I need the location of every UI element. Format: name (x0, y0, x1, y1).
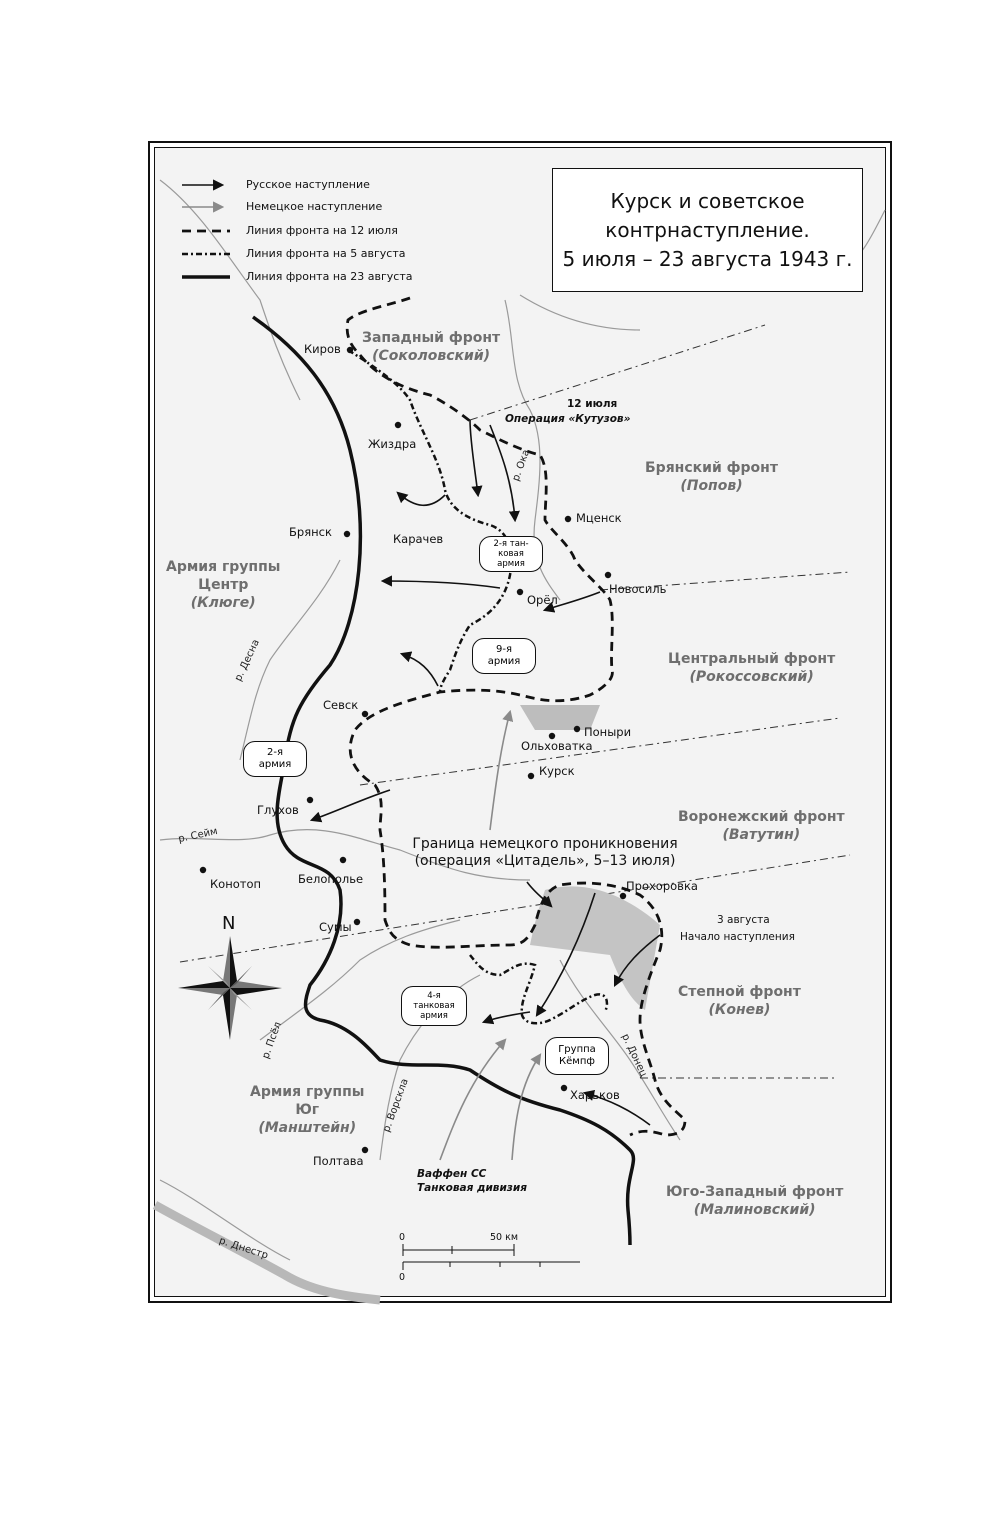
unit-2nd-tank-army-l1: 2-я тан- (493, 539, 529, 549)
bryansk-front-label (645, 459, 778, 495)
river-oka-upper (520, 295, 640, 330)
unit-group-kempf (545, 1037, 609, 1075)
city-sevsk: Севск (323, 698, 359, 712)
german-advance-arrows (440, 712, 540, 1160)
compass-rose (178, 936, 282, 1040)
scale-zero-top: 0 (399, 1232, 406, 1243)
city-poltava: Полтава (313, 1154, 364, 1168)
city-kirov: Киров (304, 342, 341, 356)
compass-north-label: N (222, 913, 236, 934)
city-kursk: Курск (539, 764, 575, 778)
ag-south-label (250, 1083, 364, 1137)
ag-south-line2: Юг (295, 1102, 320, 1118)
kutuzov-date: 12 июля (567, 398, 618, 410)
southwest-front-label (666, 1183, 843, 1219)
legend-front-aug23: Линия фронта на 23 августа (246, 270, 413, 283)
unit-9th-army-l1: 9-я (496, 644, 512, 655)
ss-line-2: Танковая дивизия (417, 1182, 528, 1194)
voronezh-front-name: Воронежский фронт (678, 809, 845, 825)
ag-center-label (166, 558, 280, 612)
voronezh-front-label (678, 808, 845, 844)
unit-4th-tank-army-l3: армия (420, 1011, 448, 1021)
city-orel: Орёл (527, 593, 558, 607)
russian-advance-arrows (312, 420, 660, 1125)
bryansk-front-commander: (Попов) (680, 478, 743, 494)
unit-2nd-army (243, 741, 307, 777)
bryansk-front-name: Брянский фронт (645, 460, 778, 476)
unit-4th-tank-army-l1: 4-я (427, 991, 441, 1001)
central-front-name: Центральный фронт (668, 651, 836, 667)
unit-2nd-army-l2: армия (258, 759, 292, 770)
title-line-2: контрнаступление. (605, 217, 810, 242)
central-front-commander: (Рокоссовский) (689, 669, 814, 685)
legend-symbols (182, 185, 230, 277)
city-zhizdra: Жиздра (368, 437, 417, 451)
city-bryansk: Брянск (289, 525, 332, 539)
ag-south-line1: Армия группы (250, 1084, 365, 1100)
city-glukhov: Глухов (257, 803, 299, 817)
legend-front-aug5: Линия фронта на 5 августа (246, 247, 406, 260)
city-sumy: Сумы (319, 920, 352, 934)
steppe-front-name: Степной фронт (678, 984, 801, 1000)
river-north (160, 180, 300, 400)
unit-group-kempf-l2: Кёмпф (559, 1056, 595, 1067)
unit-4th-tank-army-l2: танковая (413, 1001, 455, 1011)
voronezh-front-commander: (Ватутин) (722, 827, 801, 843)
western-front-commander: (Соколовский) (372, 348, 491, 364)
city-konotop: Конотоп (210, 877, 262, 891)
map-title (552, 168, 863, 292)
unit-2nd-tank-army-l3: армия (497, 559, 525, 569)
city-olkhovatka: Ольховатка (521, 739, 593, 753)
penetration-line-2: (операция «Цитадель», 5–13 июля) (414, 853, 676, 869)
river-oka-label: р. Ока (510, 448, 533, 483)
city-ponyri: Поныри (584, 725, 632, 739)
title-line-3: 5 июля – 23 августа 1943 г. (562, 246, 853, 271)
unit-2nd-tank-army (479, 536, 543, 572)
city-karachev: Карачев (393, 532, 444, 546)
city-mtsensk: Мценск (576, 511, 622, 525)
title-line-1: Курск и советское (610, 188, 805, 213)
unit-9th-army (472, 638, 536, 674)
southwest-front-name: Юго-Западный фронт (666, 1184, 844, 1200)
penetration-line-1: Граница немецкого проникновения (412, 836, 678, 852)
steppe-front-label (678, 983, 801, 1019)
scale-bar (403, 1244, 580, 1270)
unit-group-kempf-l1: Группа (558, 1044, 596, 1055)
central-front-label (668, 650, 835, 686)
city-prokhorovka: Прохоровка (626, 879, 698, 893)
unit-9th-army-l2: армия (487, 656, 521, 667)
river-vorskla-label: р. Ворскла (381, 1077, 411, 1134)
ag-center-line2: Центр (198, 577, 249, 593)
city-kharkov: Харьков (570, 1088, 620, 1102)
ss-line-1: Ваффен СС (417, 1168, 487, 1180)
steppe-front-commander: (Конев) (708, 1002, 771, 1018)
river-psel-label: р. Псёл (260, 1020, 284, 1061)
ag-center-commander: (Клюге) (190, 595, 256, 611)
scale-zero-bottom: 0 (399, 1272, 406, 1283)
ag-center-line1: Армия группы (166, 559, 281, 575)
city-belopolye: Белополье (298, 872, 364, 886)
unit-2nd-tank-army-l2: ковая (498, 549, 524, 559)
legend-german-advance: Немецкое наступление (246, 200, 383, 213)
legend-russian-advance: Русское наступление (246, 178, 370, 191)
southwest-front-commander: (Малиновский) (693, 1202, 816, 1218)
western-front-label (362, 329, 500, 365)
ag-south-commander: (Манштейн) (258, 1120, 357, 1136)
unit-2nd-army-l1: 2-я (267, 747, 283, 758)
scale-km-label: 50 км (490, 1232, 519, 1243)
river-dnestr-label: р. Днестр (217, 1235, 270, 1262)
river-donets-label: р. Донец (619, 1032, 649, 1079)
aug3-date: 3 августа (717, 914, 770, 926)
river-seym-label: р. Сейм (177, 825, 219, 846)
ss-division-label (417, 1167, 527, 1195)
aug3-text: Начало наступления (680, 931, 795, 943)
kutuzov-name: Операция «Кутузов» (505, 413, 631, 425)
penetration-label (390, 836, 700, 870)
legend-front-jul12: Линия фронта на 12 июля (246, 224, 398, 237)
unit-4th-tank-army (401, 986, 467, 1026)
city-novosil: Новосиль (609, 582, 667, 596)
western-front-name: Западный фронт (362, 330, 501, 346)
front-boundaries (180, 325, 850, 1078)
river-desna-label: р. Десна (232, 637, 262, 684)
